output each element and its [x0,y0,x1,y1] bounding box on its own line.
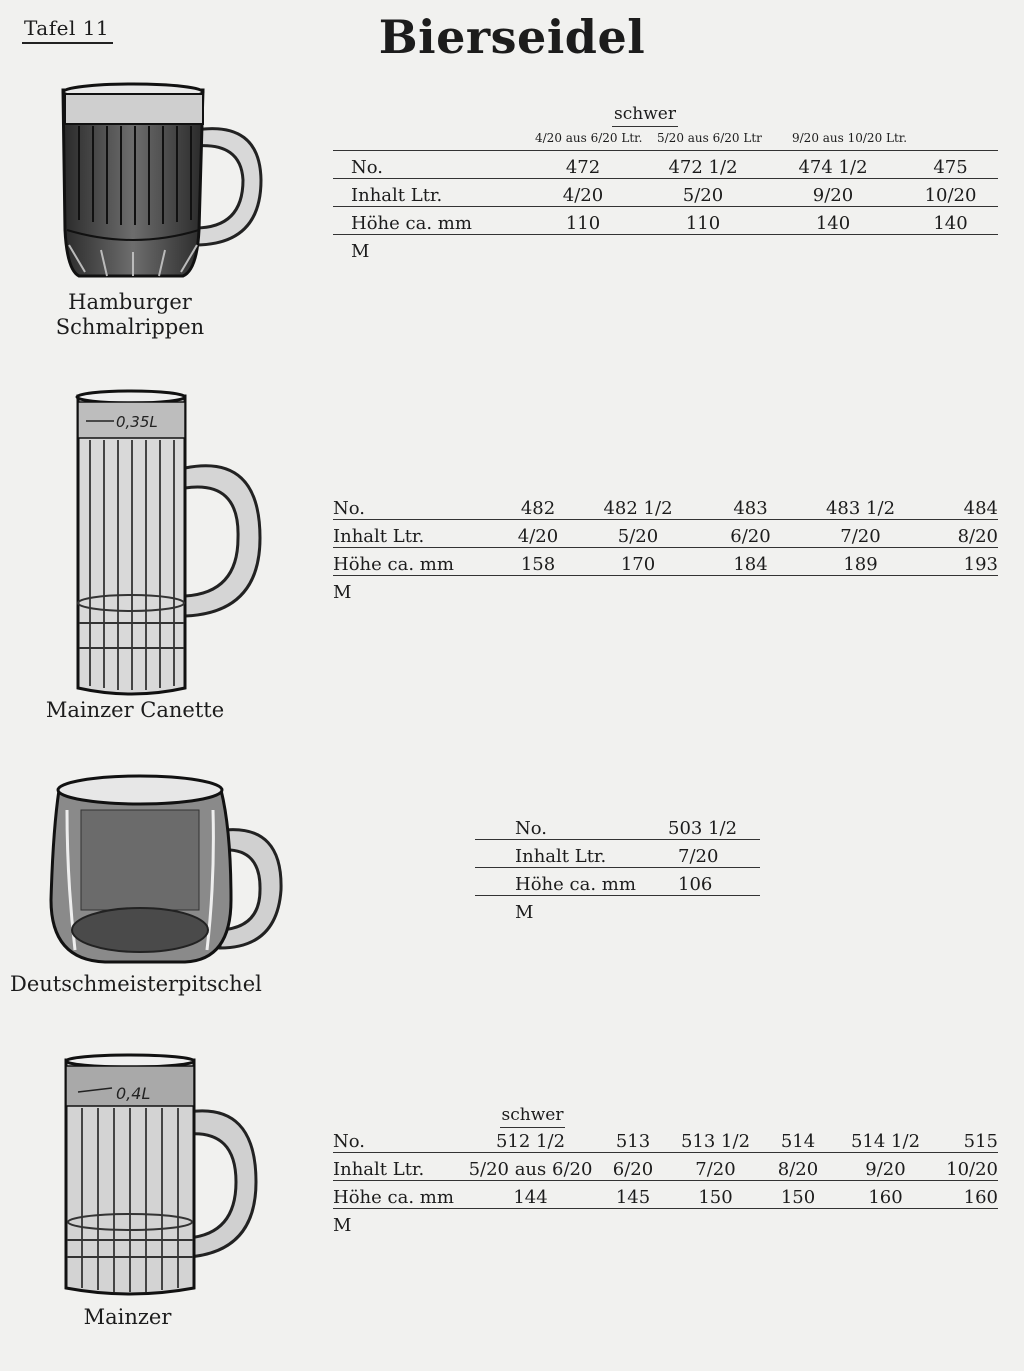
table-row [333,151,998,179]
height-value: 170 [578,548,698,576]
item-number: 514 1/2 [838,1125,933,1153]
height-value: 145 [593,1181,673,1209]
item-number: 503 1/2 [650,812,760,840]
row-label-hoehe: Höhe ca. mm [333,548,498,576]
row-label-no: No. [475,812,650,840]
row-label-hoehe: Höhe ca. mm [333,207,523,235]
height-value: 160 [838,1181,933,1209]
item-number: 512 1/2 [468,1125,593,1153]
spec-table-mainzer-canette [333,492,998,603]
capacity-value: 5/20 aus 6/20 [468,1153,593,1181]
row-label-hoehe: Höhe ca. mm [475,868,650,896]
table-row [333,548,998,576]
group-label-schwer [540,104,750,127]
table-row [333,179,998,207]
item-number: 482 [498,492,578,520]
height-value: 106 [650,868,760,896]
capacity-value: 7/20 [650,840,760,868]
mainzer-canette-illustration [70,388,265,703]
item-number: 513 [593,1125,673,1153]
row-label-m: M [351,241,370,262]
item-number: 513 1/2 [673,1125,758,1153]
item-number: 472 [523,151,643,179]
item-number: 482 1/2 [578,492,698,520]
row-label-no: No. [333,1125,468,1153]
product-name-line2: Schmalrippen [55,315,205,339]
row-label-inhalt: Inhalt Ltr. [475,840,650,868]
row-label-no: No. [333,151,523,179]
capacity-value: 10/20 [903,179,998,207]
item-number: 472 1/2 [643,151,763,179]
item-number: 474 1/2 [763,151,903,179]
row-label-inhalt: Inhalt Ltr. [333,179,523,207]
product-name-line1: Hamburger [68,290,192,314]
capacity-value: 5/20 [643,179,763,207]
table-row [333,1125,998,1153]
product-name-mainzer: Mainzer [83,1305,172,1329]
spec-table-mainzer [333,1125,998,1236]
capacity-value: 4/20 [498,520,578,548]
item-number: 515 [933,1125,998,1153]
row-label-m: M [515,902,534,923]
product-name-hamburger [30,290,230,340]
height-value: 184 [698,548,803,576]
table-row [333,207,998,235]
capacity-value: 8/20 [918,520,998,548]
capacity-value: 7/20 [673,1153,758,1181]
capacity-value: 10/20 [933,1153,998,1181]
capacity-value: 5/20 [578,520,698,548]
capacity-value: 7/20 [803,520,918,548]
table-row [333,576,998,604]
table-row [475,840,760,868]
capacity-value: 9/20 [838,1153,933,1181]
note-text: 4/20 aus 6/20 Ltr. [535,131,643,145]
height-value: 144 [468,1181,593,1209]
product-name-mainzer-canette: Mainzer Canette [45,698,225,722]
height-value: 193 [918,548,998,576]
table-row [475,868,760,896]
height-value: 140 [903,207,998,235]
spec-table-hamburger [333,150,998,262]
capacity-value: 6/20 [698,520,803,548]
row-label-inhalt: Inhalt Ltr. [333,520,498,548]
height-value: 110 [643,207,763,235]
deutschmeisterpitschel-illustration [45,770,285,970]
item-number: 475 [903,151,998,179]
table-row [475,896,760,924]
row-label-no: No. [333,492,498,520]
table-row [333,1153,998,1181]
table-row [475,812,760,840]
group-label-text: schwer [612,104,678,127]
table-row [333,1181,998,1209]
note-474-half [792,131,907,145]
glass-mark-text: 0,35L [116,413,158,431]
item-number: 514 [758,1125,838,1153]
mainzer-mug-illustration [60,1052,260,1302]
spec-table-deutschmeisterpitschel [475,812,760,923]
capacity-value: 8/20 [758,1153,838,1181]
height-value: 158 [498,548,578,576]
table-row [333,1209,998,1237]
group-label-text: schwer [500,1105,566,1128]
height-value: 150 [758,1181,838,1209]
row-label-m: M [333,1215,352,1236]
height-value: 150 [673,1181,758,1209]
item-number: 484 [918,492,998,520]
hamburger-mug-illustration [55,80,270,285]
row-label-hoehe: Höhe ca. mm [333,1181,468,1209]
note-text: 9/20 aus 10/20 Ltr. [792,131,908,145]
capacity-value: 9/20 [763,179,903,207]
table-row [333,492,998,520]
page-title: Bierseidel [378,10,646,64]
capacity-value: 4/20 [523,179,643,207]
item-number: 483 [698,492,803,520]
item-number: 483 1/2 [803,492,918,520]
product-name-deutschmeisterpitschel: Deutschmeisterpitschel [10,972,262,996]
note-472 [535,131,642,145]
height-value: 110 [523,207,643,235]
plate-number: Tafel 11 [22,16,113,44]
note-text: 5/20 aus 6/20 Ltr [657,131,762,145]
glass-mark-text: 0,4L [116,1084,151,1103]
note-472-half [657,131,762,145]
table-row [333,235,998,263]
height-value: 189 [803,548,918,576]
row-label-inhalt: Inhalt Ltr. [333,1153,468,1181]
table-row [333,520,998,548]
height-value: 160 [933,1181,998,1209]
row-label-m: M [333,582,352,603]
capacity-value: 6/20 [593,1153,673,1181]
height-value: 140 [763,207,903,235]
